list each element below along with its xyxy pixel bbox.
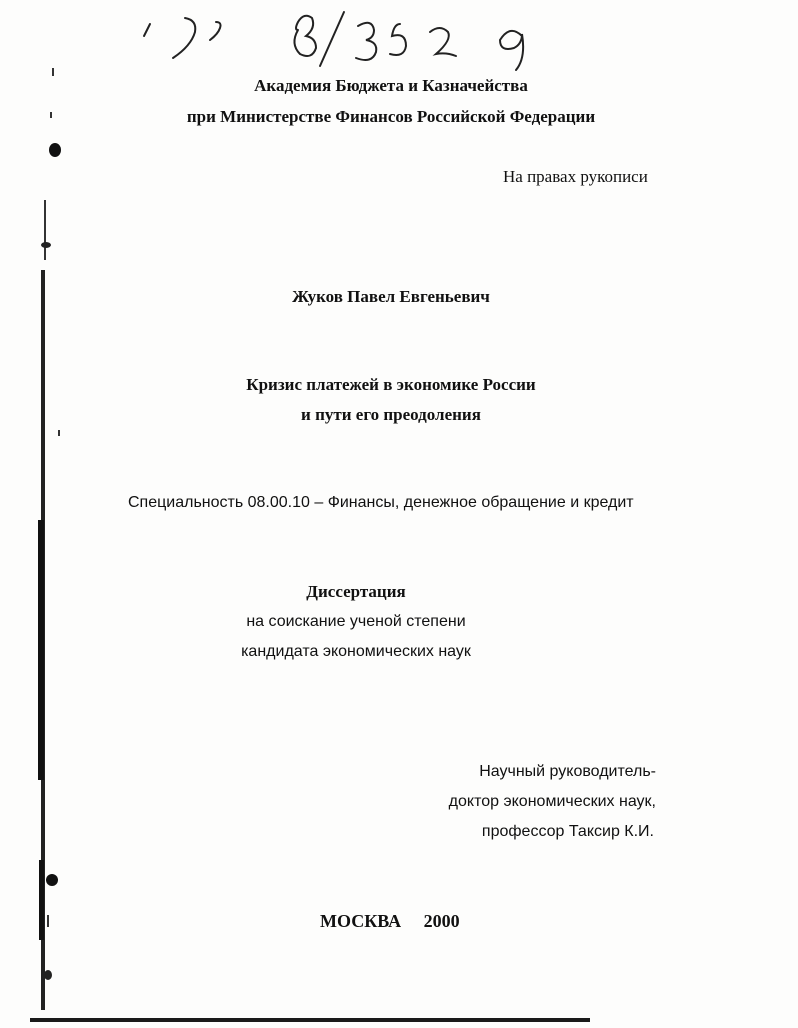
supervisor-degree: доктор экономических наук, <box>448 793 656 810</box>
specialty-code: Специальность 08.00.10 – Финансы, денежное обращение и кредит <box>128 494 634 511</box>
dissertation-heading: Диссертация <box>306 582 406 601</box>
author-name: Жуков Павел Евгеньевич <box>292 287 490 306</box>
scan-bottom-edge <box>30 1018 590 1022</box>
supervisor-name: профессор Таксир К.И. <box>481 823 654 840</box>
handwritten-inventory-number <box>130 0 570 80</box>
supervisor-label: Научный руководитель- <box>479 763 656 780</box>
institution-ministry: при Министерстве Финансов Российской Федерации <box>186 107 596 126</box>
institution-name: Академия Бюджета и Казначейства <box>254 76 528 95</box>
degree-name: кандидата экономических наук <box>241 643 471 660</box>
dissertation-title-line-1: Кризис платежей в экономике России <box>246 375 536 394</box>
dissertation-title-line-2: и пути его преодоления <box>301 405 481 424</box>
scan-edge-artifacts <box>0 0 70 1028</box>
degree-purpose: на соискание ученой степени <box>246 613 466 630</box>
city-and-year: МОСКВА 2000 <box>320 911 460 931</box>
manuscript-rights-note: На правах рукописи <box>503 167 648 186</box>
